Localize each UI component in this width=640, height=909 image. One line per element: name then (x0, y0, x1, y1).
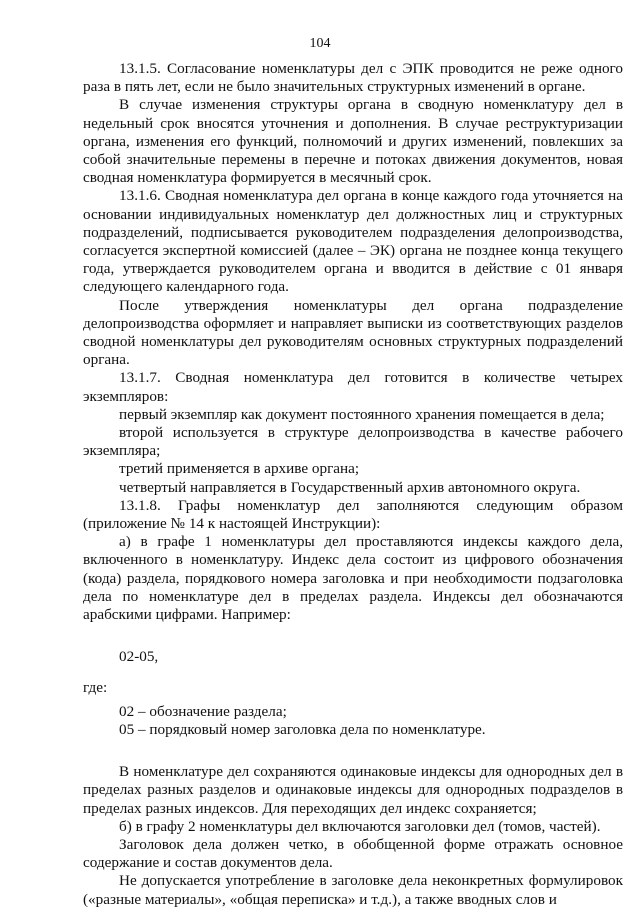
spacer (83, 739, 623, 763)
definition-section-code: 02 – обозначение раздела; (119, 702, 287, 720)
paragraph-same-indexes: В номенклатуре дел сохраняются одинаковые индексы для однородных дел в пределах разных разделов и одинаковые индексы для однородных подразделов в пределах разных индексов. Для переходящих дел индекс сохраняется; (83, 763, 623, 817)
paragraph-structure-change: В случае изменения структуры органа в сводную номенклатуру дел в недельный срок вносятся уточнения и дополнения. В случае реструктуризации органа, изменения его функций, полномочий и других изменений, повлекших за собой значительные перемены в перечне и потоках движения документов, новая сводная номенклатура формируется в месячный срок. (83, 96, 623, 187)
paragraph-13-1-8: 13.1.8. Графы номенклатур дел заполняются следующим образом (приложение № 14 к настоящей Инструкции): (83, 496, 623, 533)
definition-heading-number: 05 – порядковый номер заголовка дела по номенклатуре. (119, 720, 486, 738)
spacer (83, 624, 623, 648)
spacer (83, 667, 623, 679)
paragraph-heading-requirements: Заголовок дела должен четко, в обобщенной форме отражать основное содержание и состав документов дела. (83, 835, 623, 872)
index-example: 02-05, (119, 648, 159, 666)
paragraph-column-1: а) в графе 1 номенклатуры дел проставляются индексы каждого дела, включенного в номенклатуру. Индекс дела состоит из цифрового обозначения (кода) раздела, порядкового номера заголовка и при необходимости подзаголовка дела по номенклатуре дел в пределах раздела. Индексы дел обозначаются арабскими цифрами. Например: (83, 533, 623, 624)
list-item-fourth-copy: четвертый направляется в Государственный архив автономного округа. (119, 478, 581, 496)
paragraph-13-1-5: 13.1.5. Согласование номенклатуры дел с ЭПК проводится не реже одного раза в пять лет, если не было значительных структурных изменений в органе. (83, 60, 623, 96)
list-item-first-copy: первый экземпляр как документ постоянного хранения помещается в дела; (119, 405, 605, 423)
list-item-second-copy: второй используется в структуре делопроизводства в качестве рабочего экземпляра; (83, 424, 623, 460)
paragraph-13-1-6: 13.1.6. Сводная номенклатура дел органа в конце каждого года уточняется на основании индивидуальных номенклатур дел должностных лиц и структурных подразделений, подписывается руководителем подразделения делопроизводства, согласуется экспертной комиссией (далее – ЭК) органа не позднее конца текущего года, утверждается руководителем органа и вводится в действие с 01 января следующего календарного года. (83, 187, 623, 296)
list-item-third-copy: третий применяется в архиве органа; (119, 460, 360, 478)
page-number: 104 (309, 36, 331, 51)
where-label: где: (83, 678, 108, 696)
document-body (83, 60, 623, 909)
paragraph-after-approval: После утверждения номенклатуры дел органа подразделение делопроизводства оформляет и направляет выписки из соответствующих разделов сводной номенклатуры дел руководителям основных структурных подразделений органа. (83, 296, 623, 369)
paragraph-not-allowed: Не допускается употребление в заголовке дела неконкретных формулировок («разные материалы», «общая переписка» и т.д.), а также вводных слов и (83, 872, 623, 908)
paragraph-13-1-7: 13.1.7. Сводная номенклатура дел готовится в количестве четырех экземпляров: (83, 369, 623, 405)
paragraph-column-2: б) в графу 2 номенклатуры дел включаются заголовки дел (томов, частей). (119, 817, 601, 835)
